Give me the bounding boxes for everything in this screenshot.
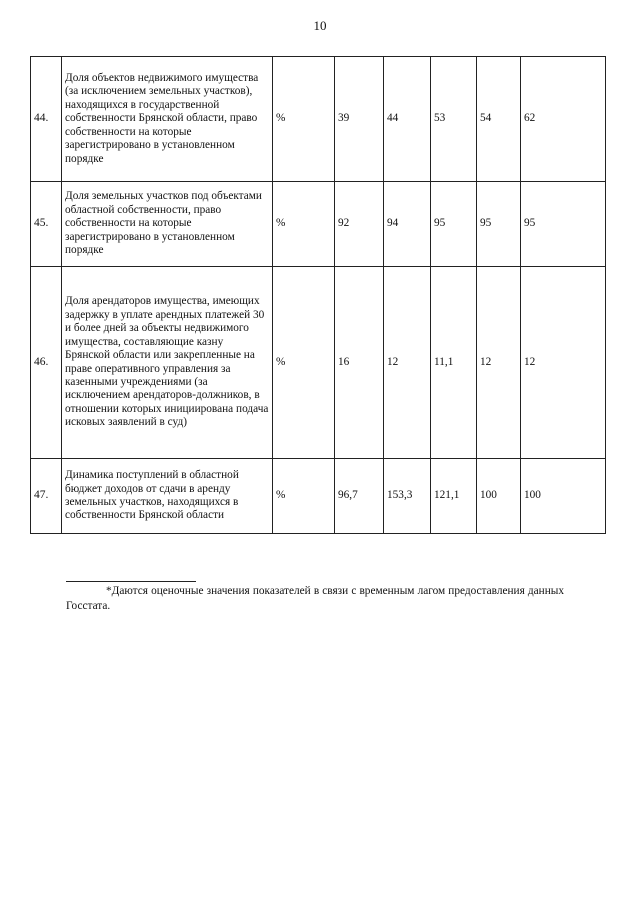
- indicator-name: Доля земельных участков под объектами областной собственности, право собственности на которые зарегистрировано в установленном порядке: [62, 182, 273, 267]
- unit-cell: %: [273, 267, 335, 459]
- unit-cell: %: [273, 57, 335, 182]
- value-cell: 100: [477, 459, 521, 534]
- value-cell: 153,3: [384, 459, 431, 534]
- value-cell: 12: [477, 267, 521, 459]
- value-cell: 16: [335, 267, 384, 459]
- footnote: *Даются оценочные значения показателей в связи с временным лагом предоставления данных Госстата.: [66, 585, 564, 612]
- table-row: [31, 57, 606, 182]
- indicator-name: Динамика поступлений в областной бюджет доходов от сдачи в аренду земельных участков, находящихся в собственности Брянской области: [62, 459, 273, 534]
- row-number: 47.: [31, 459, 62, 534]
- value-cell: 39: [335, 57, 384, 182]
- row-number: 45.: [31, 182, 62, 267]
- value-cell: 12: [384, 267, 431, 459]
- value-cell: 94: [384, 182, 431, 267]
- value-cell: 95: [477, 182, 521, 267]
- value-cell: 53: [431, 57, 477, 182]
- value-cell: 11,1: [431, 267, 477, 459]
- row-number: 44.: [31, 57, 62, 182]
- table-row: [31, 267, 606, 459]
- row-number: 46.: [31, 267, 62, 459]
- value-cell: 92: [335, 182, 384, 267]
- value-cell: 96,7: [335, 459, 384, 534]
- value-cell: 54: [477, 57, 521, 182]
- page-number: 10: [313, 18, 327, 33]
- table-row: [31, 182, 606, 267]
- value-cell: 62: [521, 57, 606, 182]
- value-cell: 95: [431, 182, 477, 267]
- value-cell: 44: [384, 57, 431, 182]
- value-cell: 12: [521, 267, 606, 459]
- table-row: [31, 459, 606, 534]
- indicators-table: [30, 56, 606, 534]
- value-cell: 121,1: [431, 459, 477, 534]
- unit-cell: %: [273, 182, 335, 267]
- value-cell: 100: [521, 459, 606, 534]
- unit-cell: %: [273, 459, 335, 534]
- indicator-name: Доля арендаторов имущества, имеющих задержку в уплате арендных платежей 30 и более дней за объекты недвижимого имущества, составляющие казну Брянской области или закрепленные на праве оперативного управления за казенными учреждениями (за исключением арендаторов-должников, в отношении которых инициирована подача исковых заявлений в суд): [62, 267, 273, 459]
- indicator-name: Доля объектов недвижимого имущества (за исключением земельных участков), находящихся в государственной собственности Брянской области, право собственности на которые зарегистрировано в установленном порядке: [62, 57, 273, 182]
- footnote-divider: [66, 581, 196, 582]
- value-cell: 95: [521, 182, 606, 267]
